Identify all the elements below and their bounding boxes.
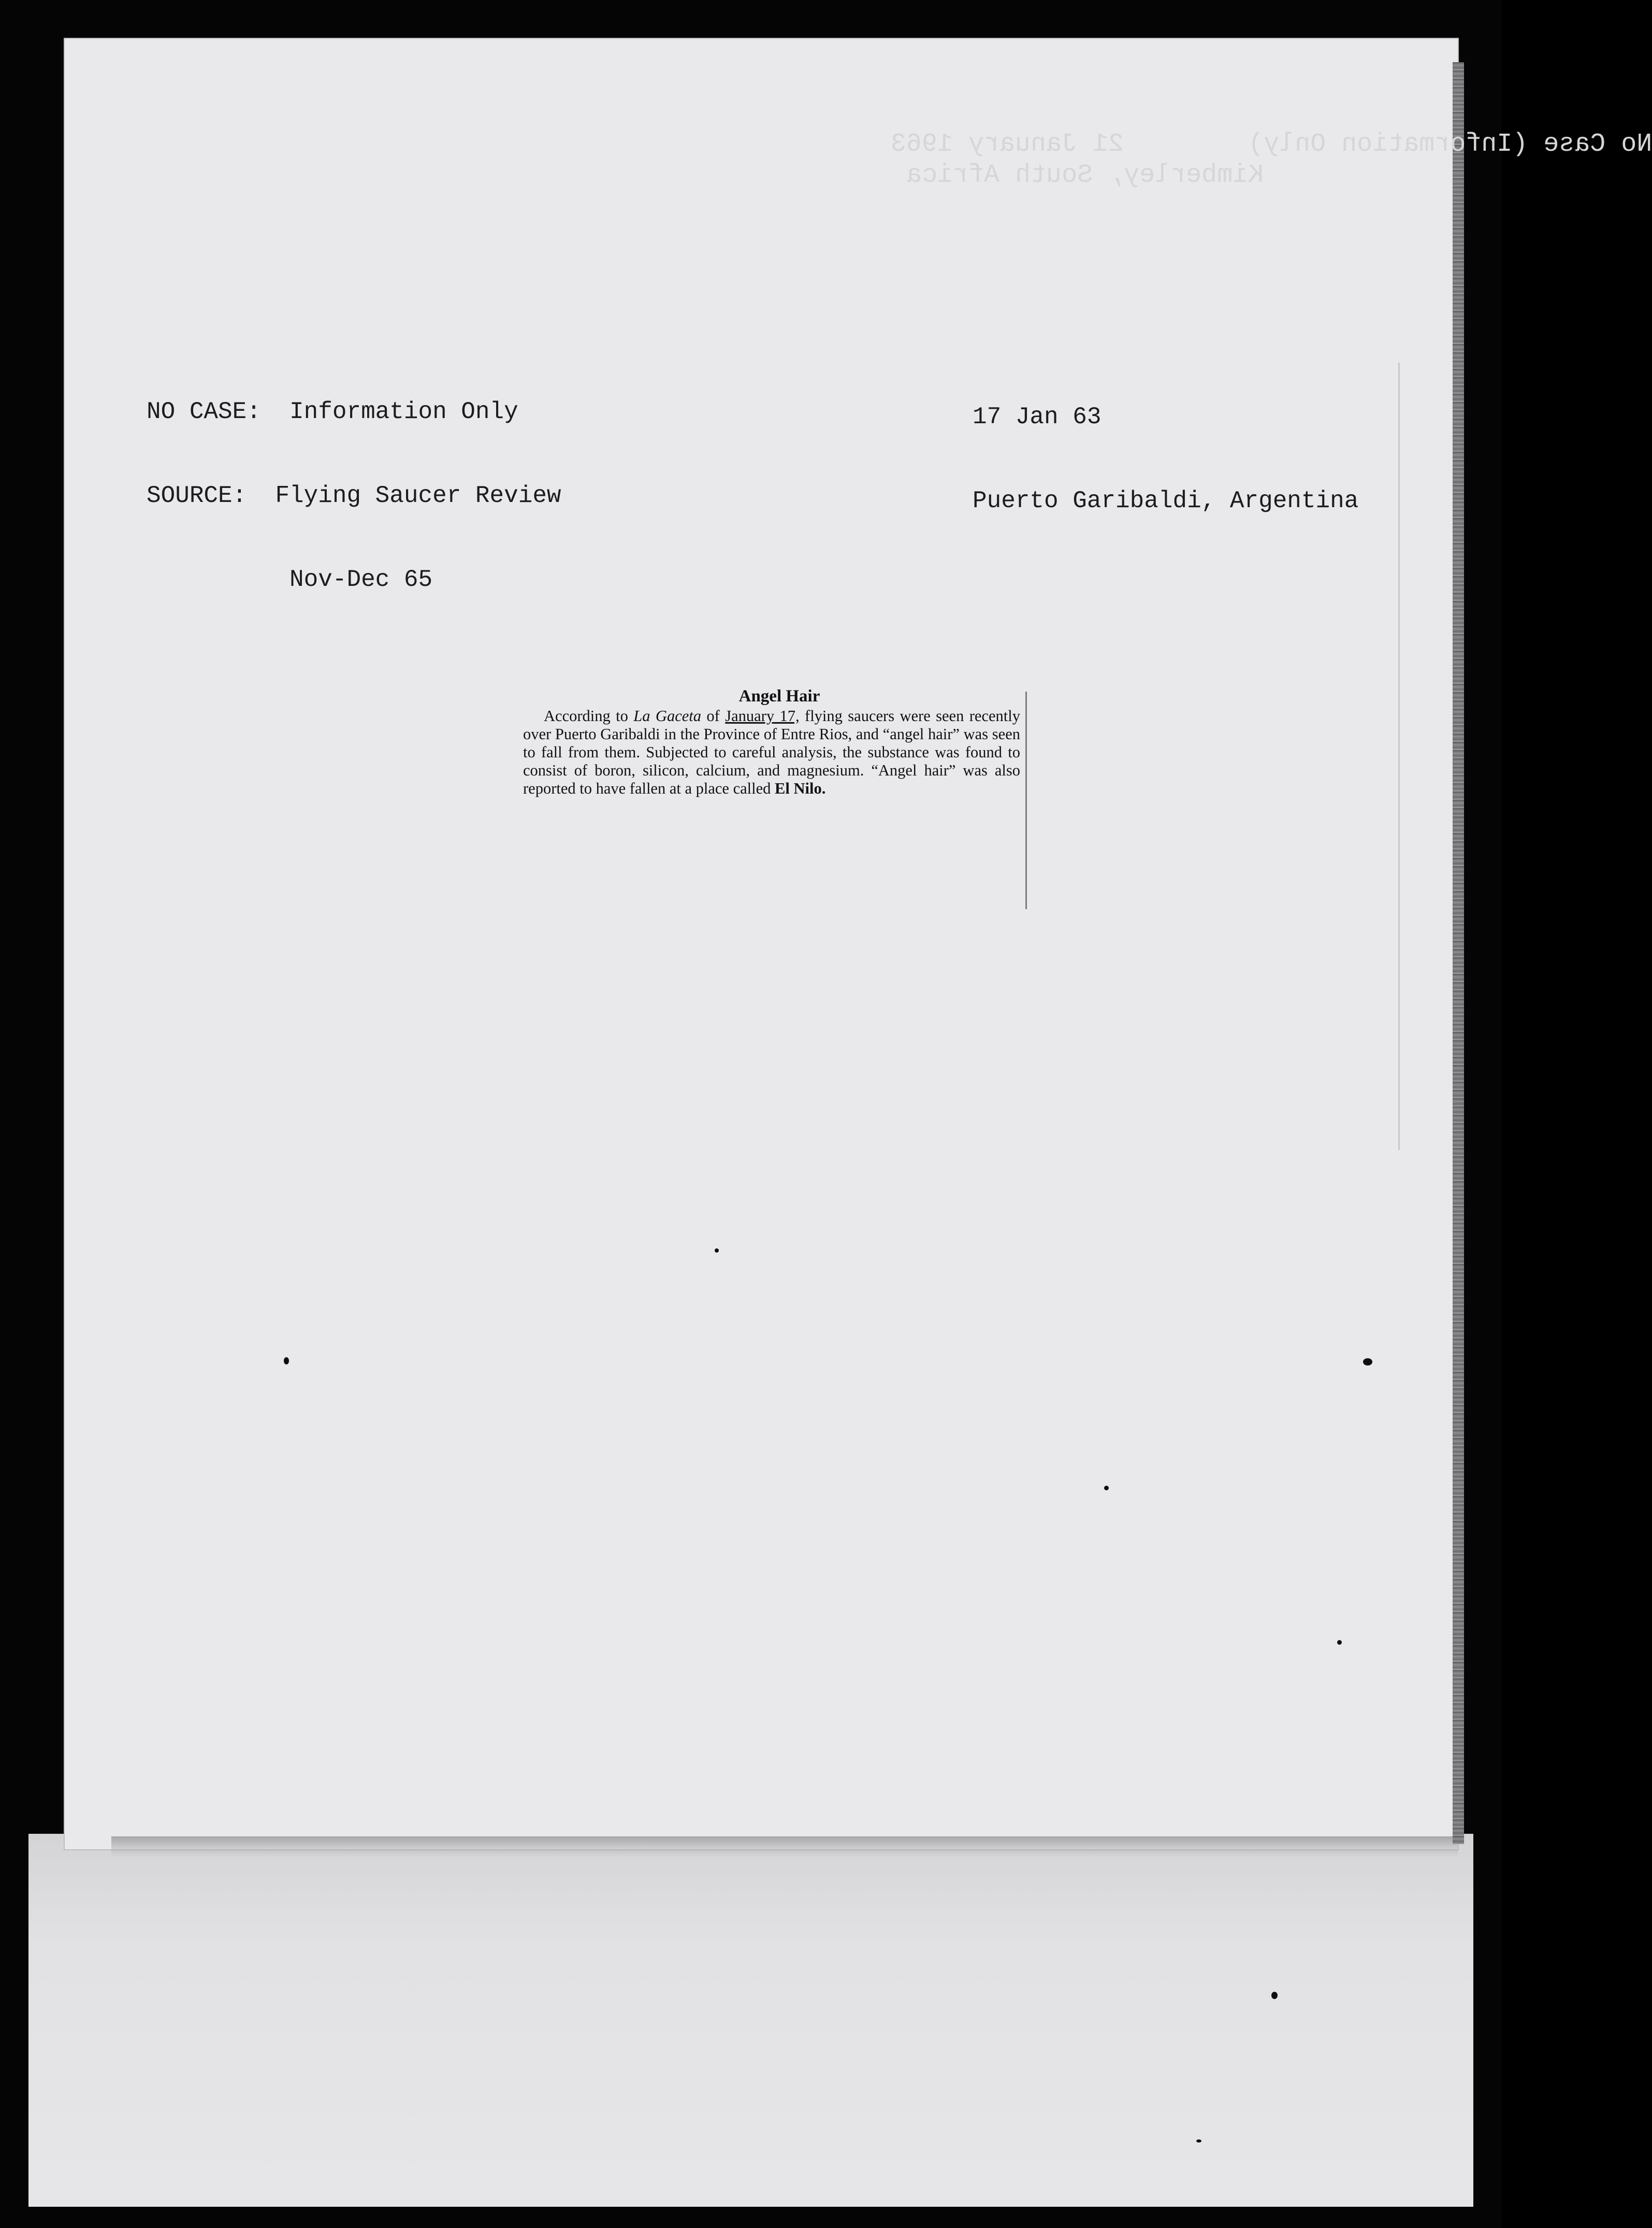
header-case-source (147, 342, 561, 622)
clipping-lead: According to (544, 707, 634, 725)
header-line-issue: Nov-Dec 65 (147, 566, 433, 593)
clipping-date: January 17, (725, 707, 800, 725)
bleedthrough-text-2: Kimberley, South Africa (906, 161, 1264, 190)
clipping-ending: El Nilo. (775, 780, 826, 797)
clipping-publication: La Gaceta (633, 707, 701, 725)
lower-sheet (28, 1834, 1473, 2207)
bleedthrough-text-1: No Case (Information Only) 21 January 1963 (891, 130, 1652, 159)
newspaper-clipping (523, 686, 1020, 899)
header-date-location (973, 347, 1358, 543)
speck (1337, 1640, 1342, 1645)
speck (1363, 1358, 1372, 1365)
faint-border-line (1398, 363, 1400, 1150)
clipping-title: Angel Hair (738, 687, 820, 706)
speck (1196, 2139, 1201, 2143)
clipping-edge (1025, 692, 1027, 909)
page-shadow (111, 1836, 1458, 1857)
document-page (65, 39, 1458, 1849)
speck (284, 1357, 289, 1364)
clipping-text: flying saucers were seen recently over Puerto Garibaldi in the Province of Entre Rios, and “angel hair” was seen to fall from them. Subjected to careful analysis, the substance was found to consist of boron, silicon, calcium, and magnesium. “Angel hair” was also reported to have fallen at a place called (523, 707, 1020, 797)
header-location: Puerto Garibaldi, Argentina (973, 487, 1359, 514)
speck (715, 1248, 719, 1253)
clipping-body (523, 707, 1020, 798)
speck (1271, 1992, 1278, 1999)
header-date: 17 Jan 63 (973, 404, 1102, 430)
page-right-edge (1453, 62, 1464, 1844)
header-line-source: SOURCE: Flying Saucer Review (147, 482, 561, 509)
clipping-of: of (701, 707, 726, 725)
header-line-case: NO CASE: Information Only (147, 398, 518, 425)
speck (1104, 1486, 1109, 1490)
